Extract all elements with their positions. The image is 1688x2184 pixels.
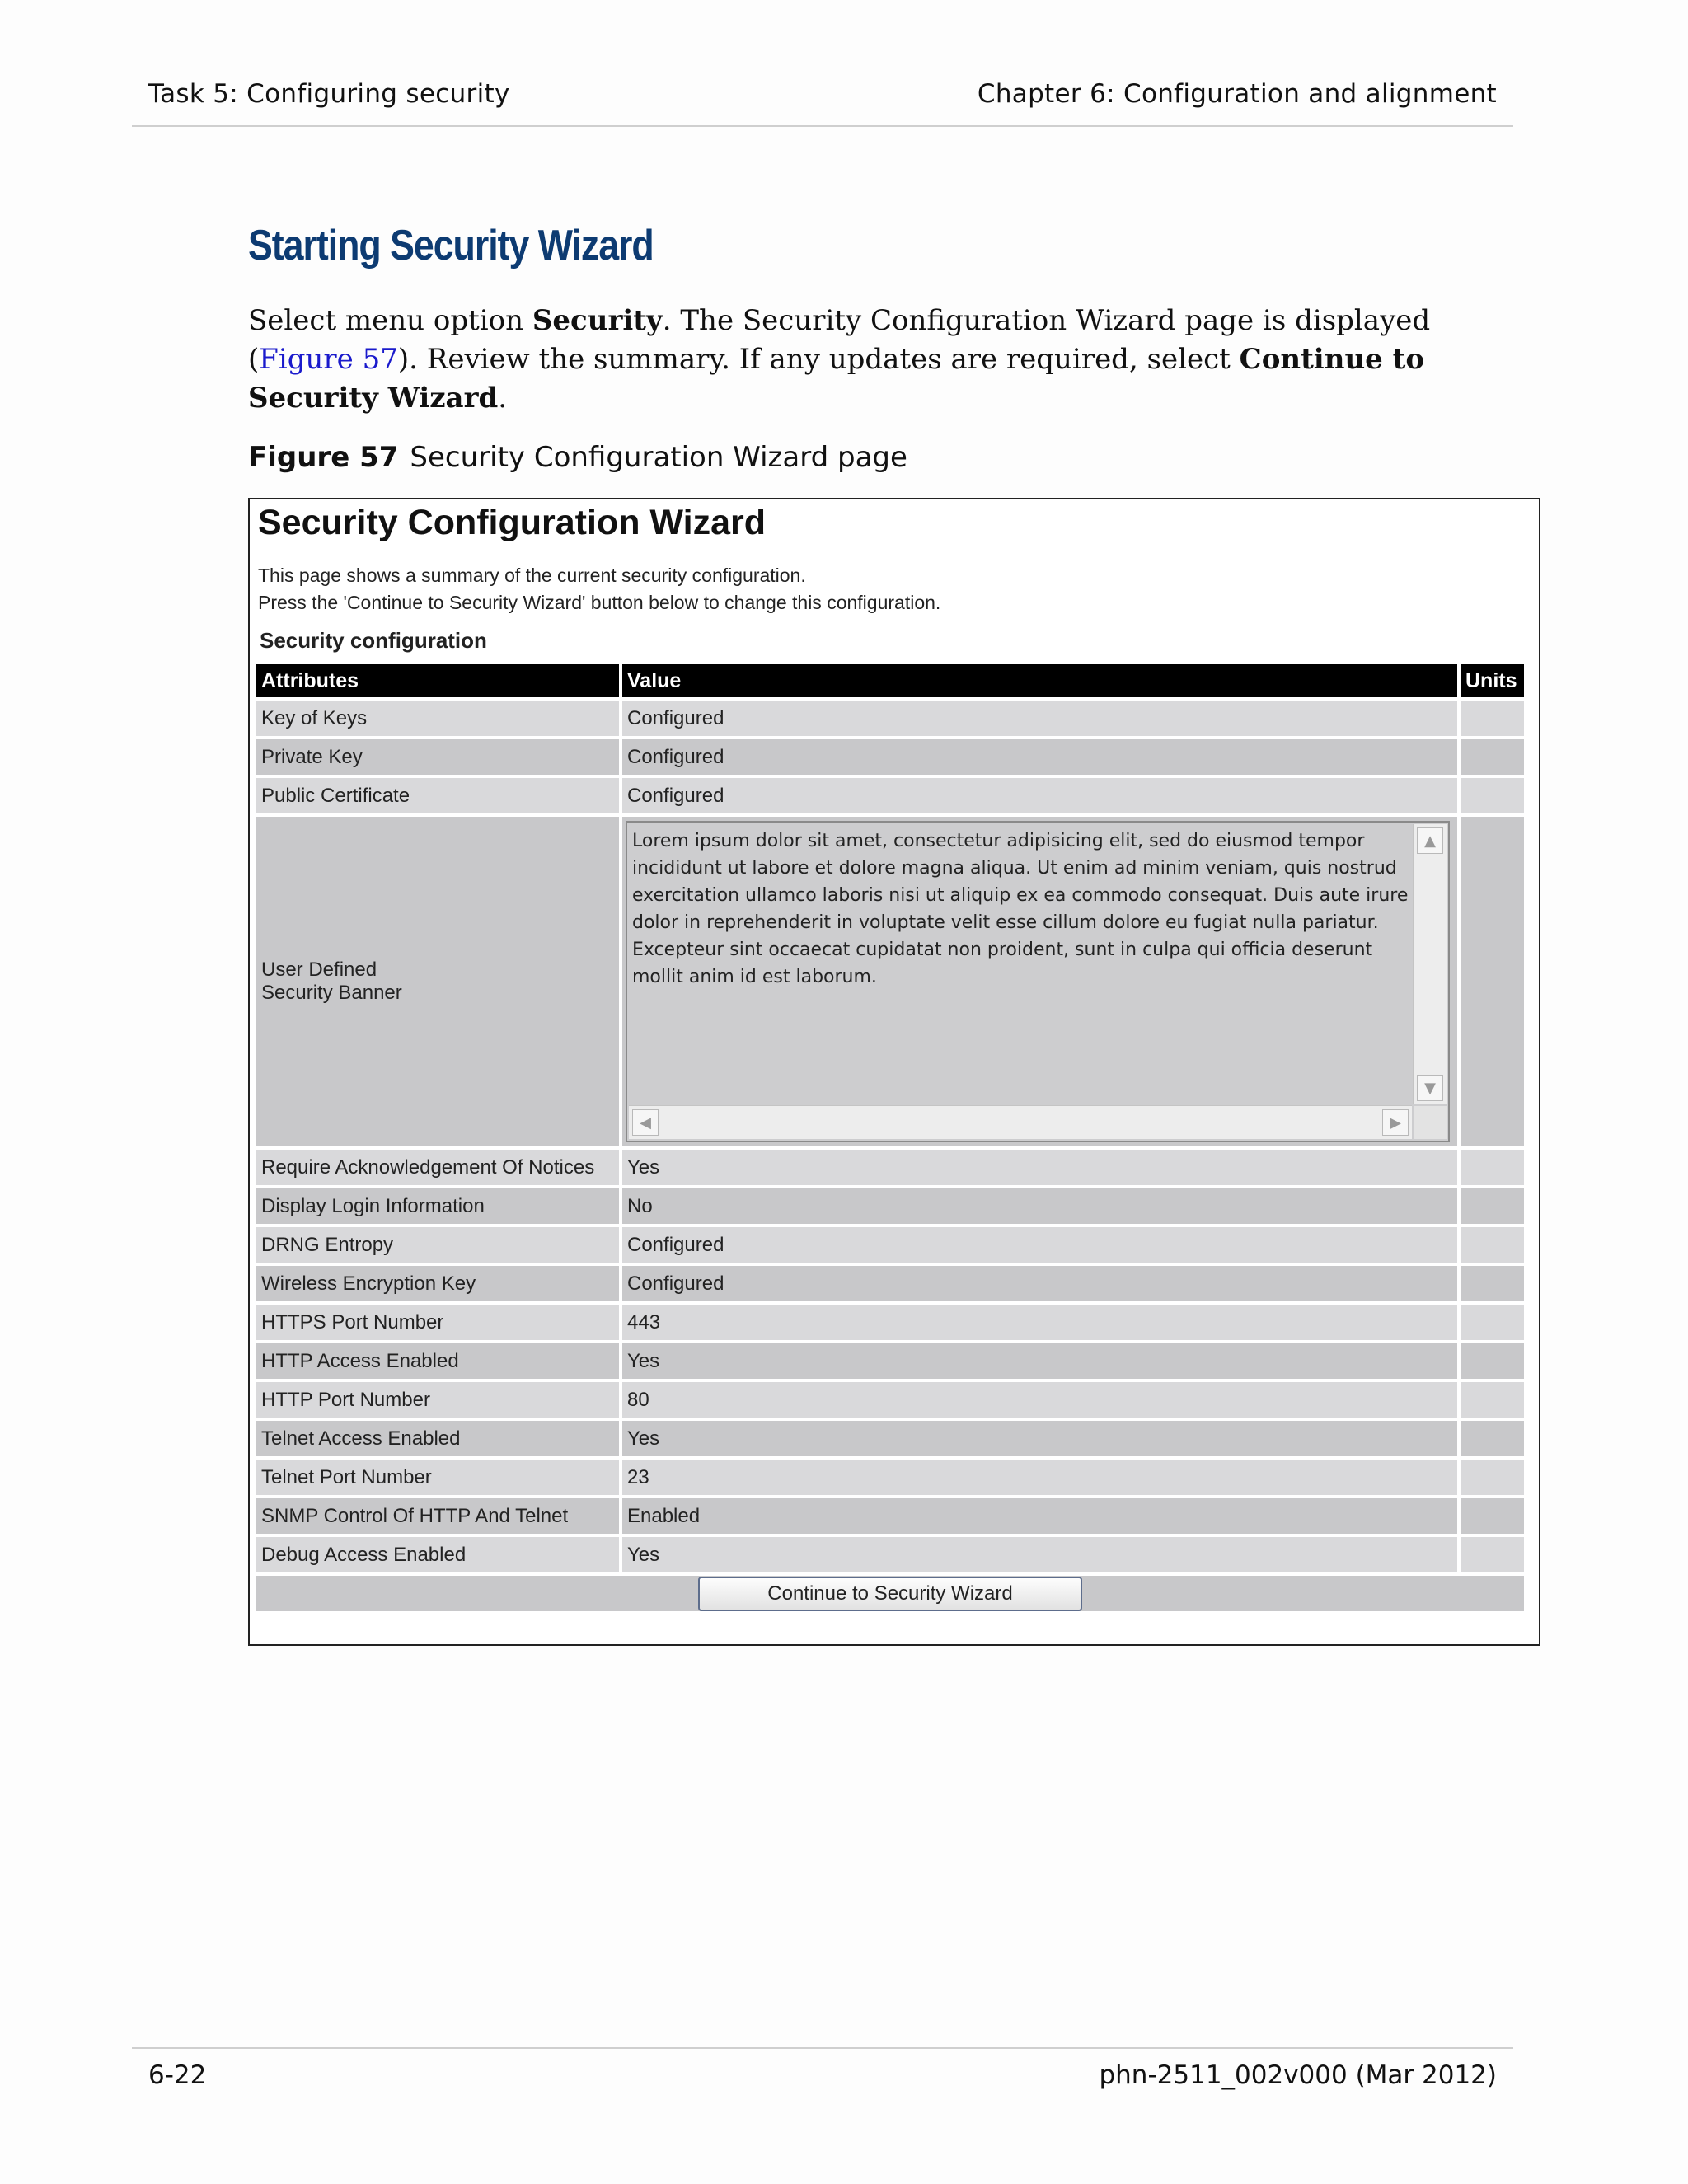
value-cell: Configured: [622, 701, 1457, 736]
header-section-label: Task 5: Configuring security: [148, 79, 510, 109]
attribute-cell: HTTP Port Number: [256, 1382, 619, 1418]
running-footer: [132, 2047, 1513, 2090]
value-cell: Yes: [622, 1537, 1457, 1572]
scroll-down-icon[interactable]: ▼: [1417, 1075, 1443, 1101]
header-chapter-label: Chapter 6: Configuration and alignment: [977, 79, 1497, 109]
value-cell: Configured: [622, 778, 1457, 813]
units-cell: [1461, 1460, 1524, 1495]
value-cell: 80: [622, 1382, 1457, 1418]
figure-link[interactable]: Figure 57: [259, 343, 398, 376]
attribute-cell: Private Key: [256, 739, 619, 775]
banner-attr-line-2: Security Banner: [261, 982, 402, 1004]
table-row: [256, 1266, 1524, 1301]
table-row: [256, 1343, 1524, 1379]
table-row: [256, 1305, 1524, 1340]
units-cell: [1461, 739, 1524, 775]
units-cell: [1461, 1537, 1524, 1572]
units-cell: [1461, 1498, 1524, 1534]
scroll-left-icon[interactable]: ◀: [632, 1109, 659, 1136]
intro-text-2: . The Security Configuration Wizard page is displayed (: [248, 304, 1431, 376]
intro-paragraph: [248, 302, 1534, 418]
attribute-cell: Telnet Access Enabled: [256, 1421, 619, 1456]
attribute-cell: HTTP Access Enabled: [256, 1343, 619, 1379]
attribute-cell-banner: [256, 817, 619, 1146]
intro-bold-security: Security: [532, 304, 663, 337]
figure-caption: [248, 441, 907, 474]
wizard-screenshot: [248, 498, 1540, 1646]
page-number: 6-22: [148, 2060, 207, 2090]
value-cell-banner: [622, 817, 1457, 1146]
value-cell: Yes: [622, 1343, 1457, 1379]
attribute-cell: Debug Access Enabled: [256, 1537, 619, 1572]
value-cell: 443: [622, 1305, 1457, 1340]
units-cell: [1461, 778, 1524, 813]
value-cell: Yes: [622, 1150, 1457, 1185]
units-cell: [1461, 1343, 1524, 1379]
units-cell: [1461, 1382, 1524, 1418]
security-config-table: [253, 661, 1527, 1615]
security-banner-textarea[interactable]: [626, 821, 1450, 1142]
units-cell: [1461, 1227, 1524, 1263]
intro-text-3: ). Review the summary. If any updates are required, select: [397, 343, 1240, 376]
figure-caption-label: Figure 57: [248, 441, 399, 474]
horizontal-scrollbar[interactable]: [629, 1105, 1412, 1139]
table-row: [256, 1382, 1524, 1418]
button-row: [256, 1576, 1524, 1611]
running-header: [132, 76, 1513, 127]
wizard-subtitle: Security configuration: [260, 628, 487, 653]
units-cell: [1461, 1421, 1524, 1456]
attribute-cell: HTTPS Port Number: [256, 1305, 619, 1340]
banner-attr-line-1: User Defined: [261, 958, 377, 981]
attribute-cell: SNMP Control Of HTTP And Telnet: [256, 1498, 619, 1534]
scrollbar-corner: [1414, 1106, 1447, 1139]
document-id: phn-2511_002v000 (Mar 2012): [1099, 2060, 1497, 2090]
units-cell: [1461, 1305, 1524, 1340]
column-header-units: Units: [1461, 664, 1524, 697]
value-cell: Enabled: [622, 1498, 1457, 1534]
section-title: Starting Security Wizard: [248, 222, 654, 269]
intro-text-1: Select menu option: [248, 304, 532, 337]
units-cell: [1461, 701, 1524, 736]
table-row: [256, 1150, 1524, 1185]
table-row: [256, 1537, 1524, 1572]
column-header-attributes: Attributes: [256, 664, 619, 697]
units-cell: [1461, 1266, 1524, 1301]
wizard-description: [258, 562, 940, 616]
table-row: [256, 1460, 1524, 1495]
value-cell: Configured: [622, 1227, 1457, 1263]
table-row: [256, 778, 1524, 813]
attribute-cell: DRNG Entropy: [256, 1227, 619, 1263]
security-banner-text: Lorem ipsum dolor sit amet, consectetur adipisicing elit, sed do eiusmod tempor incididunt ut labore et dolore magna aliqua. Ut enim ad minim veniam, quis nostrud exercitation ullamco laboris nisi ut aliquip ex ea commodo consequat. Duis aute irure dolor in reprehenderit in voluptate velit esse cillum dolore eu fugiat nulla pariatur. Excepteur sint occaecat cupidatat non proident, sunt in culpa qui officia deserunt mollit anim id est laborum.: [632, 831, 1409, 987]
table-row: [256, 1188, 1524, 1224]
attribute-cell: Key of Keys: [256, 701, 619, 736]
units-cell: [1461, 1150, 1524, 1185]
units-cell: [1461, 1188, 1524, 1224]
table-header-row: [256, 664, 1524, 697]
value-cell: Configured: [622, 739, 1457, 775]
attribute-cell: Telnet Port Number: [256, 1460, 619, 1495]
value-cell: 23: [622, 1460, 1457, 1495]
scroll-right-icon[interactable]: ▶: [1382, 1109, 1409, 1136]
attribute-cell: Require Acknowledgement Of Notices: [256, 1150, 619, 1185]
units-cell: [1461, 817, 1524, 1146]
wizard-description-line-2: Press the 'Continue to Security Wizard' button below to change this configuration.: [258, 592, 941, 613]
value-cell: Configured: [622, 1266, 1457, 1301]
value-cell: Yes: [622, 1421, 1457, 1456]
table-row-security-banner: [256, 817, 1524, 1146]
table-row: [256, 1421, 1524, 1456]
figure-caption-text: Security Configuration Wizard page: [410, 441, 907, 474]
continue-to-security-wizard-button[interactable]: Continue to Security Wizard: [698, 1577, 1082, 1611]
wizard-description-line-1: This page shows a summary of the current security configuration.: [258, 565, 806, 586]
table-row: [256, 739, 1524, 775]
scroll-up-icon[interactable]: ▲: [1417, 827, 1443, 854]
column-header-value: Value: [622, 664, 1457, 697]
attribute-cell: Display Login Information: [256, 1188, 619, 1224]
attribute-cell: Wireless Encryption Key: [256, 1266, 619, 1301]
button-cell: [256, 1576, 1524, 1611]
attribute-cell: Public Certificate: [256, 778, 619, 813]
table-row: [256, 1498, 1524, 1534]
intro-text-4: .: [498, 382, 508, 415]
wizard-title: Security Configuration Wizard: [258, 503, 766, 542]
vertical-scrollbar[interactable]: [1413, 824, 1447, 1104]
table-row: [256, 1227, 1524, 1263]
value-cell: No: [622, 1188, 1457, 1224]
table-row: [256, 701, 1524, 736]
intro-bold-continue: Continue to Security Wizard: [248, 343, 1425, 415]
